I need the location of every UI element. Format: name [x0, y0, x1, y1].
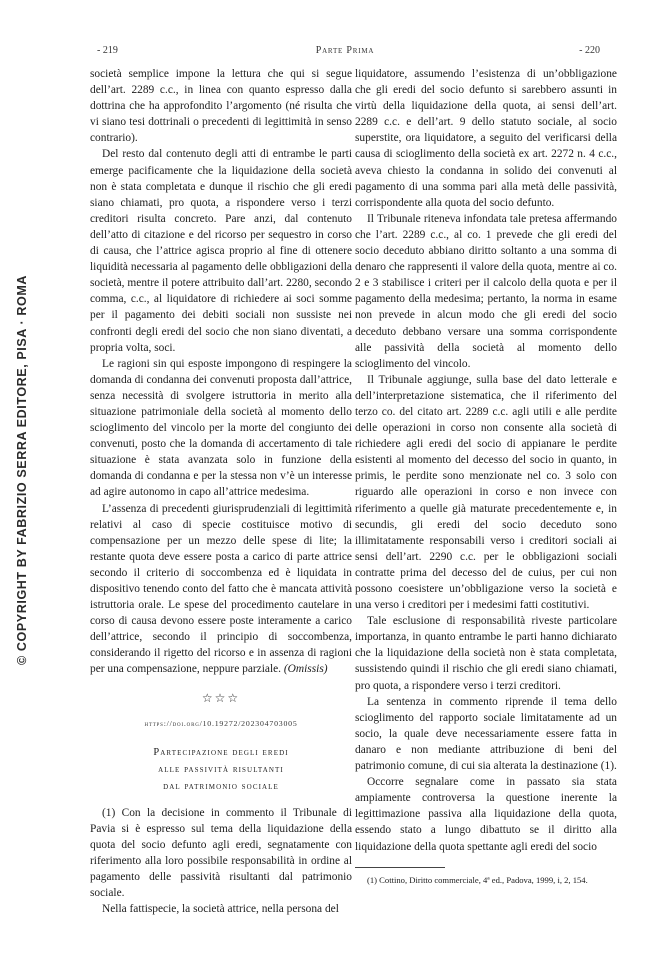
paragraph: Le ragioni sin qui esposte impongono di respingere la domanda di condanna dei convenuti proposta dall’attrice, senza necessità di svolgere istruttoria in merito alla situazione patrimoniale della società al momento dello scioglimento del vincolo per la morte del congiunto dei convenuti, posto che la domanda di accertamento di tale situazione è stata avanzata solo in funzione della domanda di condanna e per la stessa non v’è un interesse ad agire autonomo in capo all’attrice medesima.	[90, 357, 352, 499]
section-title: Partecipazione degli eredi alle passività risultanti dal patrimonio sociale	[153, 746, 289, 792]
footnote-divider	[355, 867, 445, 868]
left-column	[90, 66, 352, 917]
paragraph: La sentenza in commento riprende il tema dello scioglimento del rapporto sociale limitatamente ad un socio, la quale deve necessariamente essere fatta in danaro e non mediante attribuzione di beni del patrimonio comune, di cui sia alterata la destinazione (1).	[355, 695, 617, 773]
omissis-note: (Omissis)	[283, 663, 328, 676]
footnote: (1) Cottino, Diritto commerciale, 4ª ed., Padova, 1999, i, 2, 154.	[367, 874, 588, 885]
paragraph: (1) Con la decisione in commento il Tribunale di Pavia si è espresso sul tema della liquidazione della quota del socio defunto agli eredi, segnatamente con riferimento alla loro possibile responsabilità in ordine al pagamento delle passività risultanti dal patrimonio sociale.	[90, 806, 352, 900]
right-page-number: - 220	[579, 45, 600, 56]
paragraph: Nella fattispecie, la società attrice, nella persona del	[102, 903, 339, 916]
paragraph: Occorre segnalare come in passato sia stata ampiamente controversa la questione inerente la legittimazione passiva alla liquidazione della quota, essendo stato a lungo dibattuto se il diritto alla liquidazione della quota spettante agli eredi del socio	[355, 776, 617, 853]
right-column	[355, 66, 617, 886]
running-header: Parte Prima	[315, 45, 375, 56]
left-page-number: - 219	[97, 45, 118, 56]
copyright-watermark	[12, 270, 32, 670]
paragraph: L’assenza di precedenti giurisprudenziali di legittimità relativi al caso di specie costituisce motivo di compensazione per un mezzo delle spese di lite; la restante quota deve essere posta a carico di parte attrice secondo il criterio di soccombenza ed è liquidata in dispositivo tenendo conto del fatto che è mancata attività istruttoria orale. Le spese del procedimento cautelare in corso di causa devono essere poste interamente a carico dell’attrice, secondo il principio di soccombenza, considerando il rigetto del ricorso e in assenza di ragioni per una compensazione, neppure parziale. (Omissis)	[90, 502, 352, 676]
paragraph: società semplice impone la lettura che qui si segue dell’art. 2289 c.c., in linea con quanto espresso dalla dottrina che ha approfondito l’argomento (né risulta che vi siano tesi dottrinali o precedenti di legittimità in senso contrario).	[90, 68, 352, 145]
paragraph: Tale esclusione di responsabilità riveste particolare importanza, in quanto entrambe le parti hanno dichiarato che la liquidazione della società non è stata completata, sussistendo quindi il rischio che gli eredi siano chiamati, pro quota, a rispondere verso i terzi creditori.	[355, 615, 617, 692]
paragraph: Del resto dal contenuto degli atti di entrambe le parti emerge pacificamente che la liquidazione della società non è stata completata e dunque il rischio che gli eredi siano chiamati, pro quota, a rispondere verso i terzi creditori risulta concreto. Pare anzi, dal contenuto dell’atto di citazione e del ricorso per sequestro in corso di causa, che l’attrice agisca proprio al fine di ottenere liquidità necessaria al pagamento delle obbligazioni della società, mentre il potere attribuito dall’art. 2280, secondo comma, c.c., al liquidatore di richiedere ai soci somme per il pagamento dei debiti sociali non sussiste nei confronti degli eredi del socio che non siano diventati, a propria volta, soci.	[90, 148, 352, 354]
paragraph: liquidatore, assumendo l’esistenza di un’obbligazione che gli eredi del socio defunto si sarebbero assunti in virtù della liquidazione della quota, ai sensi dell’art. 2289 c.c. e dell’art. 9 dello statuto sociale, al socio superstite, ora liquidatore, a seguito del verificarsi della causa di scioglimento della società ex art. 2272 n. 4 c.c., aveva chiesto la condanna in solido dei convenuti al pagamento di una somma pari alla metà delle passività, corrispondente alla quota del socio defunto.	[355, 68, 617, 209]
copyright-watermark-text: © COPYRIGHT BY FABRIZIO SERRA EDITORE, PISA · ROMA	[15, 275, 29, 665]
paragraph: Il Tribunale aggiunge, sulla base del dato letterale e dell’interpretazione sistematica, che il riferimento del terzo co. del citato art. 2289 c.c. agli utili e alle perdite delle operazioni in corso non consente alla società di richiedere agli eredi del socio di appianare le perdite esistenti al momento del decesso del socio in quanto, in primis, le perdite sono menzionate nel co. 3 solo con riguardo alle operazioni in corso e non invece con riferimento a quelle già maturate precedentemente e, in secundis, gli eredi del socio deceduto sono illimitatamente responsabili verso i creditori sociali ai sensi dell’art. 2290 c.c. per le obbligazioni sociali contratte prima del decesso del de cuius, per cui non possono coesistere un’obbligazione verso la società e una verso i creditori per i medesimi fatti costitutivi.	[355, 373, 617, 612]
doi-link[interactable]: https://doi.org/10.19272/202304703005	[144, 718, 298, 728]
paragraph: Il Tribunale riteneva infondata tale pretesa affermando che l’art. 2289 c.c., al co. 1 prevede che gli eredi del socio deceduto abbiano diritto soltanto a una somma di denaro che rappresenti il valore della quota, mentre ai co. 2 e 3 stabilisce i criteri per il calcolo della quota e per il pagamento della medesima; pertanto, la norma in esame non prevede in alcun modo che gli eredi del socio deceduto debbano versare una somma corrispondente alle passività della società al momento dello scioglimento del vincolo.	[355, 212, 617, 370]
section-separator-stars: ☆☆☆	[201, 690, 241, 705]
